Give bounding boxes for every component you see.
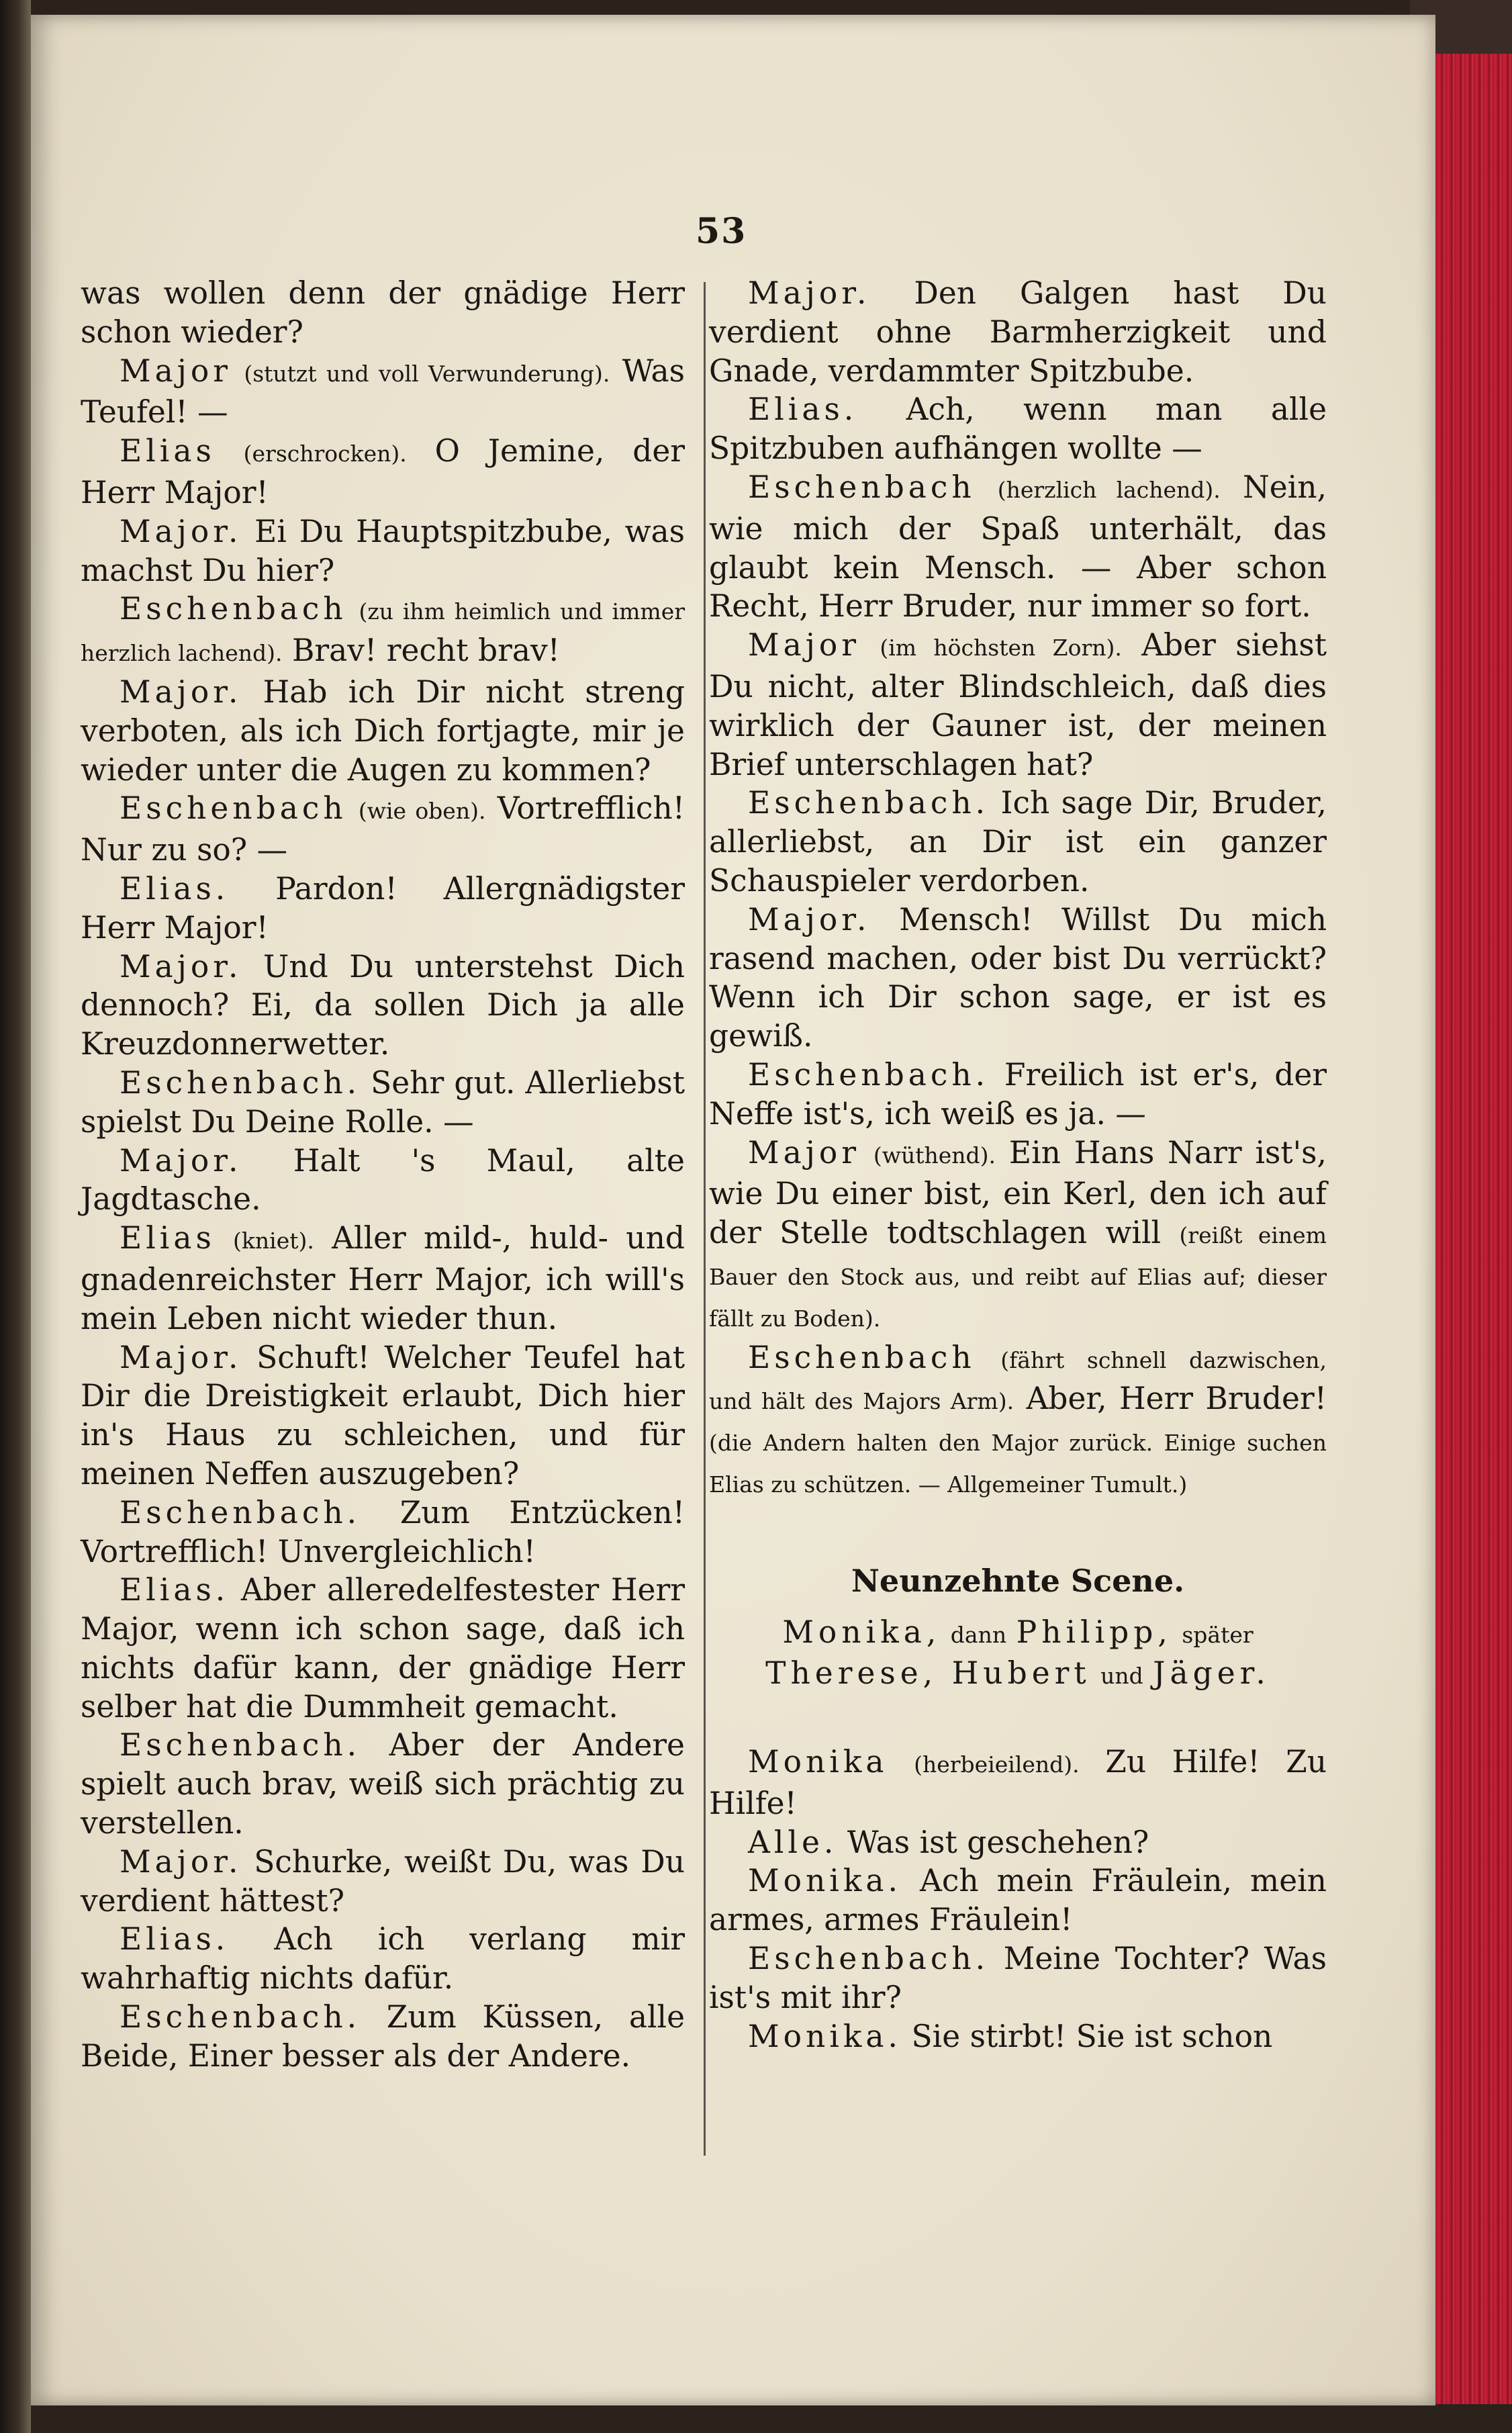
right-column-dialogue [709, 274, 1327, 1504]
red-page-edges [1435, 54, 1512, 2404]
dialogue-text: Schurke, weißt Du, was Du verdient hättest? [81, 1843, 685, 1919]
dialogue-line [709, 1823, 1327, 1862]
dialogue-text: Zum Küssen, alle Beide, Einer besser als der Andere. [81, 1999, 685, 2074]
speaker-name: Elias. [748, 392, 858, 428]
dialogue-line [709, 626, 1327, 784]
cast-connector-spaeter: später [1182, 1621, 1254, 1648]
stage-direction: (fährt schnell dazwischen, und hält des Majors Arm). [709, 1346, 1327, 1415]
speaker-name: Major. [120, 1843, 242, 1880]
dialogue-line [709, 1743, 1327, 1823]
stage-direction: (wie oben). [358, 798, 486, 825]
dialogue-line [709, 1338, 1327, 1504]
stage-direction: (reißt einem Bauer den Stock aus, und reibt auf Elias auf; dieser fällt zu Boden). [709, 1222, 1327, 1332]
dialogue-line [81, 1338, 685, 1494]
stage-direction: (herbeieilend). [914, 1751, 1080, 1778]
stage-direction: (kniet). [233, 1228, 314, 1254]
speaker-name: Monika. [748, 1863, 902, 1899]
dialogue-text: Hab ich Dir nicht streng verboten, als ich Dich fortjagte, mir je wieder unter die Augen zu kommen? [81, 674, 685, 788]
dialogue-line [81, 512, 685, 590]
dialogue-line [81, 1843, 685, 1921]
dialogue-text: Ach, wenn man alle Spitzbuben aufhängen wollte — [709, 392, 1327, 467]
dialogue-text: Den Galgen hast Du verdient ohne Barmherzigkeit und Gnade, verdammter Spitzbube. [709, 275, 1327, 389]
dialogue-text: Ach ich verlang mir wahrhaftig nichts dafür. [81, 1921, 685, 1996]
speaker-name: Major. [120, 513, 242, 549]
stage-direction: (zu ihm heimlich und immer herzlich lachend). [81, 598, 685, 667]
dialogue-text: Aber, Herr Bruder! [1026, 1381, 1327, 1417]
dialogue-line [81, 870, 685, 948]
dialogue-line [81, 1064, 685, 1142]
dialogue-line [81, 432, 685, 512]
speaker-name: Eschenbach [748, 1339, 976, 1375]
dialogue-text: Sehr gut. Allerliebst spielst Du Deine Rolle. — [81, 1064, 685, 1140]
dialogue-text: Aber siehst Du nicht, alter Blindschleich, daß dies wirklich der Gauner ist, der meinen Brief unterschlagen hat? [709, 627, 1327, 782]
speaker-name: Monika [748, 1744, 888, 1780]
speaker-name: Major. [120, 948, 242, 984]
dialogue-line [81, 1571, 685, 1726]
speaker-name: Eschenbach [120, 591, 347, 627]
column-divider [704, 282, 706, 2156]
dialogue-line [709, 468, 1327, 626]
speaker-name: Major. [748, 901, 871, 937]
dialogue-line [81, 1494, 685, 1571]
dialogue-text: Brav! recht brav! [291, 633, 560, 669]
speaker-name: Major. [748, 275, 871, 311]
dialogue-line [81, 590, 685, 673]
speaker-name: Eschenbach [748, 469, 976, 505]
scene-dialogue [709, 1743, 1327, 2056]
speaker-name: Major. [120, 674, 242, 710]
dialogue-text: Ei Du Hauptspitzbube, was machst Du hier? [81, 513, 685, 588]
stage-direction: (die Andern halten den Major zurück. Einige suchen Elias zu schützen. — Allgemeiner Tumult.) [709, 1430, 1327, 1498]
dialogue-line [81, 1142, 685, 1220]
speaker-name: Eschenbach [120, 790, 347, 827]
dialogue-line [81, 274, 685, 352]
dialogue-line [81, 948, 685, 1064]
cast-connector-dann: dann [950, 1621, 1007, 1648]
dialogue-text: Ach mein Fräulein, mein armes, armes Fräulein! [709, 1863, 1327, 1938]
dialogue-text: O Jemine, der Herr Major! [81, 433, 686, 510]
speaker-name: Eschenbach. [748, 1056, 990, 1093]
speaker-name: Major. [120, 1142, 242, 1179]
stage-direction: (erschrocken). [243, 441, 407, 467]
speaker-name: Eschenbach. [120, 1064, 361, 1101]
cast-connector-und: und [1100, 1663, 1143, 1690]
dialogue-line [709, 1939, 1327, 2017]
stage-direction: (stutzt und voll Verwunderung). [244, 360, 610, 387]
stage-direction: (im höchsten Zorn). [880, 635, 1122, 661]
speaker-name: Major [748, 627, 860, 663]
dialogue-line [81, 789, 685, 870]
dialogue-text: Was Teufel! — [81, 353, 685, 430]
dialogue-text: Meine Tochter? Was ist's mit ihr? [709, 1941, 1327, 2015]
dialogue-line [709, 1134, 1327, 1338]
dialogue-text: Aber der Andere spielt auch brav, weiß sich prächtig zu verstellen. [81, 1727, 685, 1841]
speaker-name: Alle. [748, 1824, 838, 1860]
page-number: 53 [696, 211, 747, 252]
cast-monika: Monika, [782, 1614, 941, 1650]
speaker-name: Major. [120, 1339, 242, 1375]
dialogue-line [709, 274, 1327, 390]
dialogue-text: Zum Entzücken! Vortrefflich! Unvergleichlich! [81, 1494, 685, 1569]
dialogue-line [81, 1726, 685, 1842]
dialogue-line [81, 352, 685, 432]
dialogue-text: Halt 's Maul, alte Jagdtasche. [81, 1142, 685, 1218]
dialogue-text: Was ist geschehen? [847, 1824, 1149, 1860]
dialogue-line [709, 1862, 1327, 1939]
stage-direction: (herzlich lachend). [997, 476, 1221, 503]
cast-philipp: Philipp, [1016, 1614, 1172, 1650]
dialogue-line [81, 673, 685, 789]
speaker-name: Elias [120, 433, 216, 469]
dialogue-line [709, 390, 1327, 468]
dialogue-text: Und Du unterstehst Dich dennoch? Ei, da sollen Dich ja alle Kreuzdonnerwetter. [81, 948, 685, 1062]
dialogue-text: was wollen denn der gnädige Herr schon wieder? [81, 275, 685, 350]
speaker-name: Major [748, 1134, 860, 1170]
dialogue-line [709, 2017, 1327, 2056]
dialogue-text: Freilich ist er's, der Neffe ist's, ich weiß es ja. — [709, 1056, 1327, 1132]
dialogue-text: Ich sage Dir, Bruder, allerliebst, an Dir ist ein ganzer Schauspieler verdorben. [709, 785, 1327, 899]
speaker-name: Eschenbach. [748, 1941, 990, 1977]
dialogue-text: Aller mild-, huld- und gnadenreichster Herr Major, ich will's mein Leben nicht wieder thun. [81, 1220, 686, 1336]
scene-cast [709, 1613, 1327, 1696]
cast-therese-hubert: Therese, Hubert [765, 1655, 1091, 1692]
speaker-name: Eschenbach. [748, 785, 990, 821]
scene-heading: Neunzehnte Scene. [851, 1562, 1185, 1599]
dialogue-text: Aber alleredelfestester Herr Major, wenn ich schon sage, daß ich nichts dafür kann, der gnädige Herr selber hat die Dummheit gemacht. [81, 1572, 685, 1725]
speaker-name: Eschenbach. [120, 1999, 361, 2035]
stage-direction: (wüthend). [873, 1142, 996, 1168]
dialogue-text: Schuft! Welcher Teufel hat Dir die Dreistigkeit erlaubt, Dich hier in's Haus zu schleichen, und für meinen Neffen auszugeben? [81, 1339, 685, 1491]
speaker-name: Elias. [120, 1572, 230, 1608]
dialogue-line [81, 1920, 685, 1998]
dialogue-text: Vortrefflich! Nur zu so? — [81, 790, 685, 868]
speaker-name: Elias. [120, 870, 230, 907]
dialogue-text: Sie stirbt! Sie ist schon [911, 2018, 1273, 2054]
speaker-name: Monika. [748, 2018, 902, 2054]
speaker-name: Eschenbach. [120, 1494, 361, 1530]
dialogue-line [709, 901, 1327, 1056]
dialogue-text: Ein Hans Narr ist's, wie Du einer bist, ein Kerl, den ich auf der Stelle todtschlagen will [709, 1134, 1327, 1251]
dialogue-text: Pardon! Allergnädigster Herr Major! [81, 870, 685, 946]
left-column [81, 274, 685, 2076]
book-binding [0, 0, 31, 2433]
speaker-name: Elias [120, 1220, 216, 1256]
dialogue-text: Nein, wie mich der Spaß unterhält, das glaubt kein Mensch. — Aber schon Recht, Herr Bruder, nur immer so fort. [709, 469, 1327, 625]
dialogue-line [709, 1056, 1327, 1134]
dialogue-line [81, 1998, 685, 2076]
speaker-name: Major [120, 353, 232, 389]
cast-jaeger: Jäger. [1153, 1655, 1270, 1692]
right-column [709, 274, 1327, 2056]
speaker-name: Eschenbach. [120, 1727, 361, 1763]
dialogue-line [709, 784, 1327, 900]
dialogue-text: Mensch! Willst Du mich rasend machen, oder bist Du verrückt? Wenn ich Dir schon sage, er ist es gewiß. [709, 901, 1327, 1054]
dialogue-text: Zu Hilfe! Zu Hilfe! [709, 1744, 1327, 1821]
dialogue-line [81, 1219, 685, 1338]
speaker-name: Elias. [120, 1921, 230, 1958]
